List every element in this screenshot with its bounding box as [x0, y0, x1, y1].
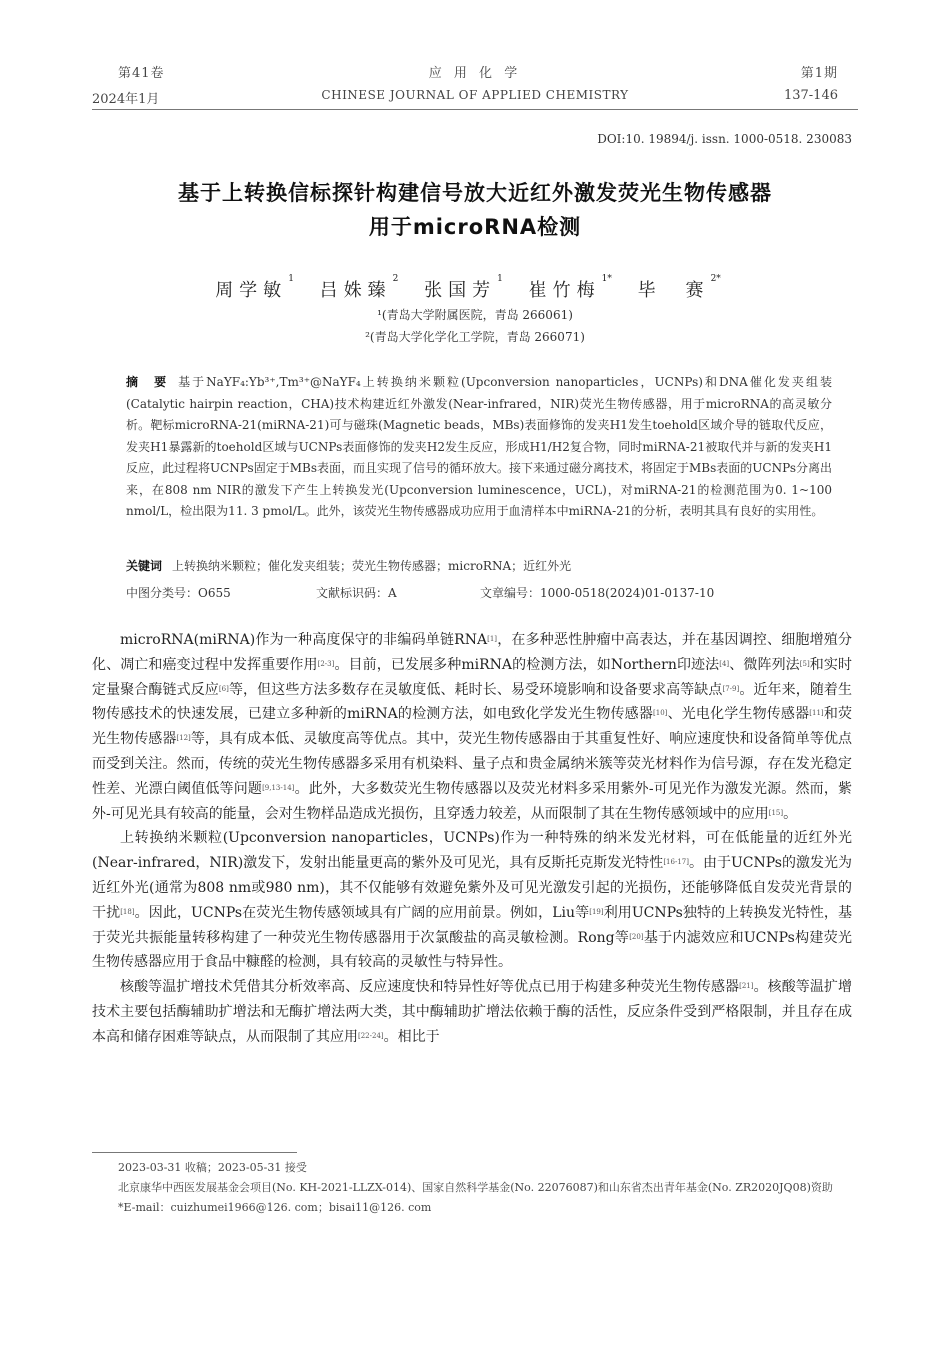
text-run: 上转换纳米颗粒(Upconversion nanoparticles，UCNPs)作为一种特殊的纳米发光材料，可在低能量的近红外光(Near-infrared，NIR)激发下，发射出能量更高的紫外及可见光，具有反斯托克斯发光特性	[92, 830, 852, 872]
author-name: 毕 赛	[637, 280, 710, 301]
clc-number: 中图分类号：O655	[126, 586, 231, 600]
citation-mark: [12]	[176, 734, 191, 743]
author-affiliation-mark: 2*	[710, 274, 721, 284]
author-affiliation-mark: 1	[497, 274, 503, 284]
author-name: 周学敏	[215, 280, 288, 301]
author-affiliation-mark: 2	[392, 274, 399, 284]
author-affiliation-mark: 1	[288, 274, 294, 284]
affiliation-2: ²(青岛大学化学化工学院，青岛 266071)	[365, 330, 585, 344]
corresponding-email: *E-mail：cuizhumei1966@126. com；bisai11@126. com	[118, 1201, 432, 1214]
keywords	[126, 556, 832, 578]
text-run: 、微阵列法	[729, 656, 800, 673]
article-number: 文章编号：1000-0518(2024)01-0137-10	[480, 586, 715, 600]
citation-mark: [19]	[589, 907, 604, 916]
citation-mark: [22-24]	[358, 1031, 384, 1040]
issue-number: 第1期	[800, 66, 838, 81]
citation-mark: [21]	[739, 982, 754, 991]
body-paragraph	[92, 628, 852, 826]
text-run: 。近年来，随着生物传感技术的快速发展，已建立多种新的miRNA的检测方法，如电致化学发光生物传感器	[92, 681, 853, 723]
author-name: 张国芳	[424, 280, 497, 301]
citation-mark: [16-17]	[663, 858, 689, 867]
citation-mark: [11]	[809, 709, 824, 718]
text-run: 。核酸等温扩增技术主要包括酶辅助扩增法和无酶扩增法两大类，其中酶辅助扩增法依赖于酶的活性，反应条件受到严格限制，并且存在成本高和储存困难等缺点，从而限制了其应用	[92, 979, 852, 1045]
citation-mark: [5]	[799, 659, 810, 668]
author-name: 吕姝臻	[319, 280, 392, 301]
received-dates: 2023-03-31 收稿；2023-05-31 接受	[118, 1161, 307, 1174]
text-run: 等，具有成本低、灵敏度高等优点。其中，荧光生物传感器由于其重复性好、响应速度快和设备简单等优点而受到关注。然而，传统的荧光生物传感器多采用有机染料、量子点和贵金属纳米簇等荧光材料作为信号源，存在发光稳定性差、光漂白阈值低等问题	[92, 731, 853, 797]
issue-date: 2024年1月	[92, 92, 160, 107]
text-run: microRNA(miRNA)作为一种高度保守的非编码单链RNA	[120, 632, 488, 648]
text-run: 。因此，UCNPs在荧光生物传感领域具有广阔的应用前景。例如，Liu等	[134, 904, 590, 921]
citation-mark: [10]	[653, 709, 668, 718]
author-affiliation-mark: 1*	[601, 274, 612, 284]
text-run: 。由于UCNPs的激发光为近红外光(通常为808 nm或980 nm)，其不仅能够有效避免紫外及可见光激发引起的光损伤，还能够降低自发荧光背景的干扰	[92, 855, 852, 921]
abstract	[126, 372, 832, 523]
abstract-text: 基于NaYF₄:Yb³⁺,Tm³⁺@NaYF₄上转换纳米颗粒(Upconversion nanoparticles，UCNPs)和DNA催化发夹组装(Catalytic hairpin reaction，CHA)技术构建近红外激发(Near-infrared，NIR)荧光生物传感器，用于microRNA的高灵敏分析。靶标microRNA-21(miRNA-21)可与磁珠(Magnetic beads，MBs)表面修饰的发夹H1发生toehold区域介导的链取代反应，发夹H1暴露新的toehold区域与UCNPs表面修饰的发夹H2发生反应，形成H1/H2复合物，同时miRNA-21被取代并与新的发夹H1反应，此过程将UCNPs固定于MBs表面，而且实现了信号的循环放大。接下来通过磁分离技术，将固定于MBs表面的UCNPs分离出来，在808 nm NIR的激发下产生上转换发光(Upconversion luminescence，UCL)，对miRNA-21的检测范围为0. 1~100 nmol/L，检出限为11. 3 pmol/L。此外，该荧光生物传感器成功应用于血清样本中miRNA-21的分析，表明其具有良好的实用性。	[126, 375, 832, 518]
citation-mark: [15]	[768, 808, 784, 817]
journal-name-cn: 应 用 化 学	[428, 66, 522, 81]
text-run: 和荧光生物传感器	[92, 706, 852, 748]
text-run: 利用UCNPs独特的上转换发光特性，基于荧光共振能量转移构建了一种荧光生物传感器用于次氯酸盐的高灵敏检测。Rong等	[92, 904, 853, 946]
title-line-1: 基于上转换信标探针构建信号放大近红外激发荧光生物传感器	[178, 181, 772, 205]
doi: DOI:10. 19894/j. issn. 1000-0518. 230083	[597, 132, 852, 146]
text-run: 核酸等温扩增技术凭借其分析效率高、反应速度快和特异性好等优点已用于构建多种荧光生物传感器	[120, 979, 740, 996]
body-text	[92, 628, 852, 1050]
keywords-label: 关键词	[126, 559, 163, 573]
journal-name-en: CHINESE JOURNAL OF APPLIED CHEMISTRY	[321, 88, 629, 102]
text-run: 基于内滤效应和UCNPs构建荧光生物传感器应用于食品中糠醛的检测，具有较高的灵敏性与特异性。	[92, 929, 852, 971]
text-run: 。此外，大多数荧光生物传感器以及荧光材料多采用紫外-可见光作为激发光源。然而，紫外-可见光具有较高的能量，会对生物样品造成光损伤，且穿透力较差，从而限制了其在生物传感领域中的应用	[92, 780, 852, 822]
citation-mark: [18]	[120, 907, 135, 916]
text-run: 。相比于	[383, 1028, 440, 1045]
header-rule	[92, 109, 858, 110]
author-list	[0, 276, 950, 302]
text-run: ，在多种恶性肿瘤中高表达，并在基因调控、细胞增殖分化、凋亡和癌变过程中发挥重要作用	[92, 632, 852, 673]
text-run: 。	[783, 805, 798, 822]
text-run: 。目前，已发展多种miRNA的检测方法，如Northern印迹法	[334, 656, 720, 673]
citation-mark: [4]	[719, 659, 730, 668]
citation-mark: [7-9]	[722, 684, 740, 693]
document-code: 文献标识码：A	[316, 586, 397, 600]
citation-mark: [1]	[487, 635, 498, 643]
title-line-2: 用于microRNA检测	[368, 215, 582, 239]
footnote-rule	[92, 1152, 297, 1153]
keywords-text: 上转换纳米颗粒；催化发夹组装；荧光生物传感器；microRNA；近红外光	[172, 559, 572, 573]
body-paragraph	[92, 975, 852, 1049]
citation-mark: [9,13-14]	[262, 783, 295, 792]
body-paragraph	[92, 826, 852, 975]
footnotes	[118, 1158, 853, 1218]
funding-note: 北京康华中西医发展基金会项目(No. KH-2021-LLZX-014)、国家自然科学基金(No. 22076087)和山东省杰出青年基金(No. ZR2020JQ08)资助	[118, 1181, 833, 1194]
affiliation-1: ¹(青岛大学附属医院，青岛 266061)	[377, 308, 573, 322]
page-range: 137-146	[783, 88, 838, 103]
citation-mark: [2-3]	[317, 659, 335, 668]
text-run: 、光电化学生物传感器	[667, 706, 810, 723]
citation-mark: [6]	[218, 684, 229, 693]
author-name: 崔竹梅	[528, 280, 601, 301]
text-run: 等，但这些方法多数存在灵敏度低、耗时长、易受环境影响和设备要求高等缺点	[228, 681, 723, 698]
citation-mark: [20]	[629, 932, 644, 941]
abstract-label: 摘 要	[126, 375, 169, 389]
text-run: 和实时定量聚合酶链式反应	[92, 656, 853, 698]
volume-label: 第41卷	[118, 66, 165, 81]
